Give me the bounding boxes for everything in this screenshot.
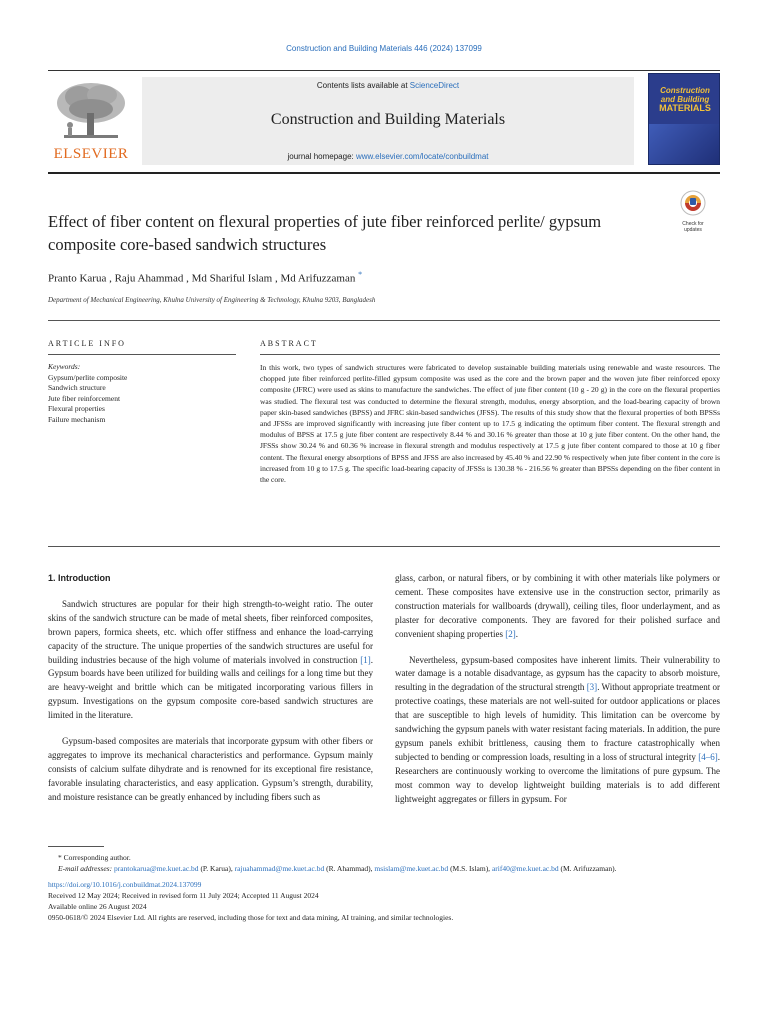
body-paragraph: glass, carbon, or natural fibers, or by combining it with other materials like polymers or cement. These composites have extensive use in the construction sector, primarily as construction materials for wallboards (drywall), ceiling tiles, floor underlayment, and as plaster for decorative components. They are favored for their polished surface and convenient shaping properties [2].: [395, 573, 720, 639]
journal-citation[interactable]: Construction and Building Materials 446 (2024) 137099: [286, 44, 482, 53]
check-updates-icon: [680, 190, 706, 216]
homepage-line: [142, 152, 634, 161]
body-paragraph: Nevertheless, gypsum-based composites have inherent limits. Their vulnerability to water damage is a notable disadvantage, as gypsum has the capacity to absorb moisture, resulting in the degradation of the structural strength [3]. Without appropriate treatment or protective coatings, these materials are not well-suited for outdoor applications or places that are susceptible to high levels of humidity. This limitation can be overcome by sandwiching the gypsum panels with water resistant facing materials. In addition, the pure gypsum panels exhibit brittleness, causing them to fracture catastrophically when subjected to bending or compression loads, resulting in a loss of structural integrity [4–6]. Researchers are continuously working to overcome the limitations of pure gypsum. The most common way to develop lightweight building materials is to add different lightweight aggregates or fillers in gypsum. For: [395, 654, 720, 804]
cover-title: Construction and Building MATERIALS: [659, 86, 711, 113]
keyword-item: Jute fiber reinforcement: [48, 393, 121, 403]
homepage-link[interactable]: www.elsevier.com/locate/conbuildmat: [356, 152, 489, 161]
affiliation: Department of Mechanical Engineering, Khulna University of Engineering & Technology, Khulna 9203, Bangladesh: [48, 296, 376, 304]
reference-link[interactable]: [1]: [360, 654, 371, 665]
copyright: 0950-0618/© 2024 Elsevier Ltd. All rights are reserved, including those for text and data mining, AI training, and similar technologies.: [48, 913, 454, 923]
divider: [48, 546, 720, 547]
footnotes: [48, 852, 720, 924]
keywords-block: [48, 362, 236, 426]
divider: [48, 354, 236, 355]
journal-cover[interactable]: [648, 73, 720, 165]
email-link[interactable]: arif40@me.kuet.ac.bd: [491, 864, 559, 874]
keyword-item: Failure mechanism: [48, 414, 106, 424]
email-link[interactable]: msislam@me.kuet.ac.bd: [374, 864, 449, 874]
journal-banner: [48, 70, 720, 166]
body-column-left: [48, 572, 373, 817]
abstract-heading: ABSTRACT: [260, 339, 318, 348]
journal-info-box: [142, 77, 634, 165]
keywords-label: Keywords:: [48, 362, 81, 371]
received-dates: Received 12 May 2024; Received in revised form 11 July 2024; Accepted 11 August 2024: [48, 890, 319, 900]
corresponding-note: * Corresponding author.: [58, 853, 131, 862]
email-addresses: E-mail addresses: prantokarua@me.kuet.ac.bd (P. Karua), rajuahammad@me.kuet.ac.bd (R. Ahammad), msislam@me.kuet.ac.bd (M.S. Islam), arif40@me.kuet.ac.bd (M. Arifuzzaman).: [58, 864, 617, 874]
divider: [48, 320, 720, 321]
available-date: Available online 26 August 2024: [48, 902, 147, 912]
contents-line: [142, 81, 634, 90]
doi-link[interactable]: https://doi.org/10.1016/j.conbuildmat.2024.137099: [48, 879, 202, 889]
badge-text-1: Check for: [682, 221, 704, 227]
publisher-name: ELSEVIER: [53, 146, 129, 162]
author-list: [48, 270, 720, 285]
sciencedirect-link[interactable]: ScienceDirect: [409, 81, 460, 90]
footnote-divider: [48, 846, 104, 847]
tree-icon: [54, 79, 128, 141]
reference-link[interactable]: [2]: [505, 628, 516, 639]
article-title: Effect of fiber content on flexural properties of jute fiber reinforced perlite/ gypsum composite core-based sandwich structures: [48, 212, 602, 254]
reference-link[interactable]: [3]: [586, 682, 598, 693]
section-heading: 1. Introduction: [48, 573, 111, 583]
abstract-text: In this work, two types of sandwich structures were fabricated to develop sustainable building materials using renewable and waste resources. The chopped jute fiber reinforced perlite-filled gypsum composite was used as the core and the brown paper and the woven jute fiber reinforced epoxy composite (JFRC) were used as skins to manufacture the sandwiches. The effect of jute fiber content (10 g - 20 g) in the core on the flexural properties was studied. The flexural test was conducted to determine the flexural strength, modulus, energy absorption, and the load-bearing capacity of brown paper skin-based sandwiches (BPSS) and JFRC skin-based sandwiches (JFSS). The results of this study show that the flexural properties of both BPSSs and JFSSs are improved significantly with increasing jute fiber content up to 17.5 g indicating the optimum fiber content. The flexural strength and modulus of BPSS at 17.5 g jute fiber content are respectively 8.44 % and 30.16 % greater than those at 10 g jute fiber content. On the other hand, the JFSSs show 30.24 % and 60.36 % increase in flexural strength and modulus respectively at 17.5 g jute fiber content compared to those at 10 g fiber content. The flexural energy absorptions of BPSS and JFSS are also increased by 45.40 % and 22.90 % respectively when jute fiber content in the core is increased from 10 g to 17.5 g. The specific load-bearing capacity of JFSSs is 130.38 % - 216.56 % greater than BPSSs depending on the fiber content in the core.: [260, 363, 720, 485]
keyword-item: Sandwich structure: [48, 383, 106, 393]
authors-text: Pranto Karua , Raju Ahammad , Md Shariful Islam , Md Arifuzzaman: [48, 272, 356, 285]
homepage-prefix: journal homepage:: [287, 152, 354, 161]
contents-prefix: Contents lists available at: [316, 81, 408, 90]
reference-link[interactable]: [4–6]: [698, 751, 718, 762]
keyword-item: Gypsum/perlite composite: [48, 372, 128, 382]
banner-divider: [48, 172, 720, 174]
article-info-heading: ARTICLE INFO: [48, 339, 126, 348]
body-paragraph: Gypsum-based composites are materials that incorporate gypsum with other fibers or aggregates to improve its mechanical characteristics and performance. Gypsum mainly consists of calcium sulfate dihydrate and is renowned for its exceptional fire resistance, favorable insulating characteristics, and easy application. Gypsum’s strength, durability, and moisture resistance can be greatly enhanced by including fibers such as: [48, 736, 373, 802]
divider: [260, 354, 720, 355]
body-column-right: [395, 572, 720, 819]
email-link[interactable]: rajuahammad@me.kuet.ac.bd: [234, 864, 325, 874]
corresponding-author-mark[interactable]: *: [358, 270, 363, 279]
email-link[interactable]: prantokarua@me.kuet.ac.bd: [113, 864, 199, 874]
elsevier-logo[interactable]: [48, 79, 134, 165]
keyword-item: Flexural properties: [48, 404, 105, 414]
badge-text-2: updates: [684, 227, 702, 233]
body-paragraph: Sandwich structures are popular for their high strength-to-weight ratio. The outer skins of the sandwich structure can be made of metal sheets, fiber reinforced composites, brown papers, formica sheets, etc. which offer stiffness and enhance the load-carrying capacity of the structure. The unique properties of the sandwich structures are useful for building industries because of the high volume of materials involved in construction [1]. Gypsum boards have been utilized for building walls and ceilings for a long time but they are heavy-weight and brittle which can be mitigated incorporating various fillers in gypsum. Investigations on the gypsum composite core-based sandwich structures are limited in the literature.: [48, 598, 373, 721]
check-for-updates-button[interactable]: [675, 190, 711, 233]
journal-title: Construction and Building Materials: [270, 111, 506, 128]
